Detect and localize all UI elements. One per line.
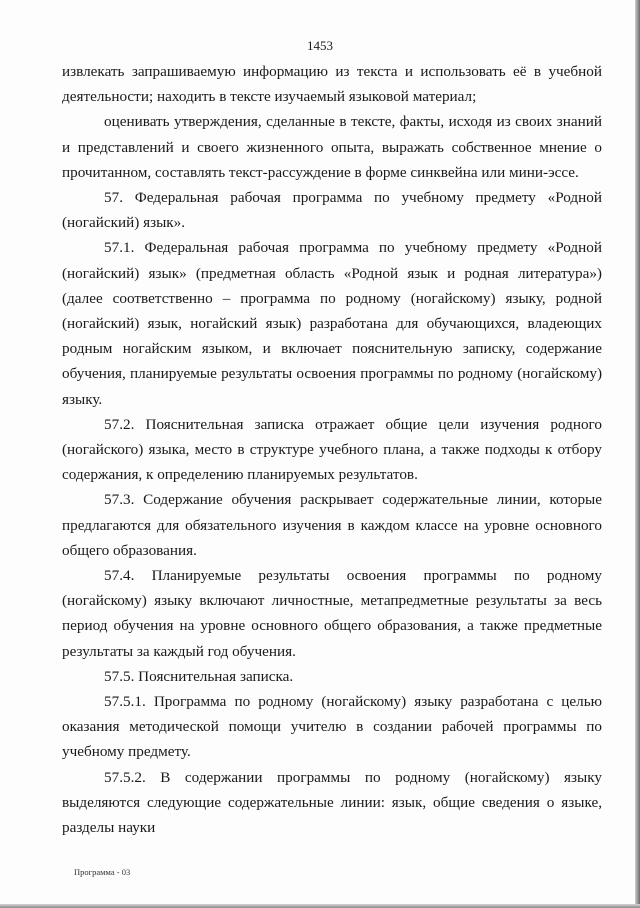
paragraph-continuation: извлекать запрашиваемую информацию из текста и использовать её в учебной деятельности; находить в тексте изучаемый языковой материал; (62, 63, 602, 106)
paragraph-57-5-1: 57.5.1. Программа по родному (ногайскому) языку разработана с целью оказания методической помощи учителю в создании рабочей программы по учебному предмету. (62, 693, 602, 761)
body-text (62, 59, 602, 840)
paragraph-57-1: 57.1. Федеральная рабочая программа по учебному предмету «Родной (ногайский) язык» (предметная область «Родной язык и родная литература») (далее соответственно – программа по родному (ногайскому) языку, родной (ногайский) язык, ногайский язык) разработана для обучающихся, владеющих родным ногайским языком, и включает пояснительную записку, содержание обучения, планируемые результаты освоения программы по родному (ногайскому) языку. (62, 239, 602, 408)
page-number: 1453 (307, 38, 333, 53)
paragraph: оценивать утверждения, сделанные в тексте, факты, исходя из своих знаний и представлений и своего жизненного опыта, выражать собственное мнение о прочитанном, составлять текст-рассуждение в форме синквейна или мини-эссе. (62, 113, 602, 181)
footer-label: Программа - 03 (74, 867, 131, 877)
paragraph-57-4: 57.4. Планируемые результаты освоения программы по родному (ногайскому) языку включают личностные, метапредметные результаты за весь период обучения на уровне основного общего образования, а также предметные результаты за каждый год обучения. (62, 567, 602, 660)
paragraph-57-3: 57.3. Содержание обучения раскрывает содержательные линии, которые предлагаются для обязательного изучения в каждом классе на уровне основного общего образования. (62, 491, 602, 559)
paragraph-57-5: 57.5. Пояснительная записка. (104, 667, 294, 685)
section-heading-57: 57. Федеральная рабочая программа по учебному предмету «Родной (ногайский) язык». (62, 189, 602, 232)
page-edge-shadow-right (635, 0, 640, 908)
paragraph-57-5-2: 57.5.2. В содержании программы по родному (ногайскому) языку выделяются следующие содержательные линии: язык, общие сведения о языке, разделы науки (62, 768, 602, 837)
page-edge-shadow-bottom (0, 904, 640, 908)
paragraph-57-2: 57.2. Пояснительная записка отражает общие цели изучения родного (ногайского) языка, место в структуре учебного плана, а также подходы к отбору содержания, к определению планируемых результатов. (62, 415, 602, 484)
